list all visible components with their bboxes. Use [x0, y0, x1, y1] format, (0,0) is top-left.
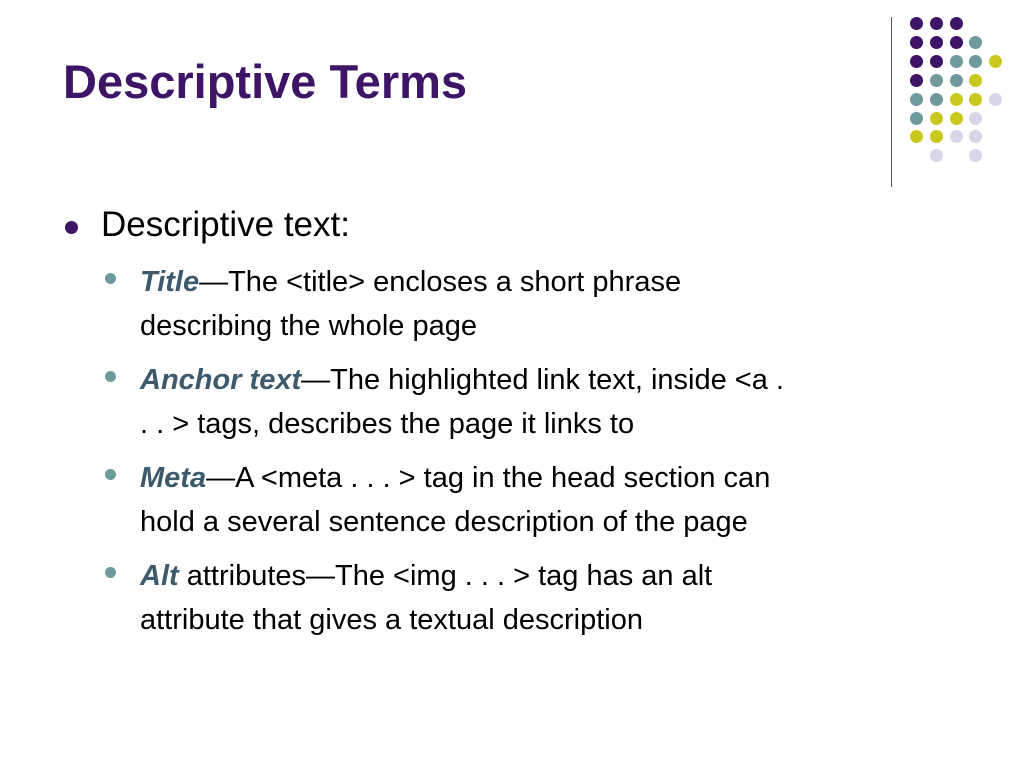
- sub-bullet-dot-icon: [105, 371, 116, 382]
- decor-dot: [930, 112, 943, 125]
- decor-dot: [950, 55, 963, 68]
- decor-dot: [910, 55, 923, 68]
- sub-bullet-line: [140, 554, 712, 598]
- term-label: Meta: [140, 462, 207, 494]
- decor-dot: [969, 55, 982, 68]
- decor-dot: [930, 55, 943, 68]
- decor-dot: [910, 93, 923, 106]
- slide-title: Descriptive Terms: [63, 55, 468, 108]
- decor-dot: [930, 93, 943, 106]
- sub-bullet-line: [140, 260, 681, 304]
- decor-dot: [910, 36, 923, 49]
- description-text: describing the whole page: [140, 310, 477, 342]
- decor-dot: [950, 130, 963, 143]
- decor-dot: [989, 93, 1002, 106]
- decor-dot: [950, 74, 963, 87]
- title-divider-line: [891, 17, 892, 187]
- decor-dot: [989, 55, 1002, 68]
- term-label: Anchor text: [140, 364, 302, 396]
- term-label: Title: [140, 266, 200, 298]
- description-text: attribute that gives a textual description: [140, 604, 643, 636]
- decor-dot: [969, 36, 982, 49]
- bullet-heading-text: Descriptive text:: [101, 205, 350, 244]
- description-text: —The highlighted link text, inside <a .: [301, 364, 784, 396]
- sub-bullet-line: [140, 456, 770, 500]
- decor-dot: [950, 17, 963, 30]
- bullet-dot-icon: [65, 221, 78, 234]
- decor-dot: [950, 112, 963, 125]
- decor-dot: [969, 93, 982, 106]
- decor-dot: [930, 74, 943, 87]
- decor-dot: [969, 74, 982, 87]
- sub-bullet-dot-icon: [105, 273, 116, 284]
- decor-dot: [930, 149, 943, 162]
- decor-dot: [950, 93, 963, 106]
- description-text: attributes—The <img . . . > tag has an alt: [178, 560, 713, 592]
- decor-dot: [930, 130, 943, 143]
- description-text: —The <title> encloses a short phrase: [199, 266, 682, 298]
- decor-dot: [910, 17, 923, 30]
- description-text: —A <meta . . . > tag in the head section can: [206, 462, 771, 494]
- decor-dot: [969, 149, 982, 162]
- decor-dot: [910, 112, 923, 125]
- decor-dot: [910, 74, 923, 87]
- sub-bullet-dot-icon: [105, 567, 116, 578]
- term-label: Alt: [140, 560, 179, 592]
- sub-bullet-dot-icon: [105, 469, 116, 480]
- decor-dot: [969, 112, 982, 125]
- decor-dot: [950, 36, 963, 49]
- sub-bullet-line: [140, 358, 784, 402]
- decor-dot: [969, 130, 982, 143]
- description-text: . . > tags, describes the page it links to: [140, 408, 635, 440]
- description-text: hold a several sentence description of the page: [140, 506, 748, 538]
- decor-dot: [910, 130, 923, 143]
- decor-dot: [930, 17, 943, 30]
- decor-dot: [930, 36, 943, 49]
